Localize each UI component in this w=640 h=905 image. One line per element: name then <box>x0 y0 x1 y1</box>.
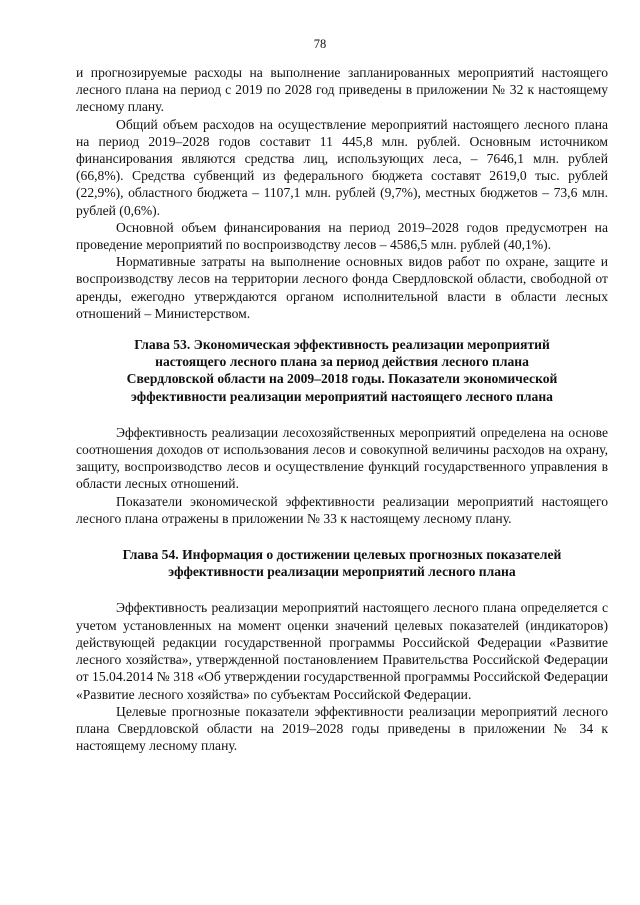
spacer <box>76 580 608 599</box>
chapter-53-heading-line-4: эффективности реализации мероприятий настоящего лесного плана <box>131 388 553 404</box>
intro-paragraph-2: Общий объем расходов на осуществление мероприятий настоящего лесного плана на период 2019–2028 годов составит 11 445,8 млн. рублей. Основным источником финансирования являются средства лиц, использующих леса, – 7646,1 млн. рублей (66,8%). Средства субвенций из федерального бюджета составят 2619,0 тыс. рублей (22,9%), областного бюджета – 1107,1 млн. рублей (9,7%), местных бюджетов – 73,6 млн. рублей (0,6%). <box>76 116 608 218</box>
intro-paragraph-4: Нормативные затраты на выполнение основных видов работ по охране, защите и воспроизводству лесов на территории лесного фонда Свердловской области, свободной от аренды, ежегодно утверждаются органом исполнительной власти в области лесных отношений – Министерством. <box>76 254 608 321</box>
chapter-54-paragraph-2: Целевые прогнозные показатели эффективности реализации мероприятий лесного плана Свердловской области на 2019–2028 годы приведены в приложении № 34 к настоящему лесному плану. <box>76 703 608 754</box>
chapter-53-paragraph-2: Показатели экономической эффективности реализации мероприятий настоящего лесного плана отражены в приложении № 33 к настоящему лесному плану. <box>76 493 608 526</box>
intro-paragraph-1: и прогнозируемые расходы на выполнение запланированных мероприятий настоящего лесного плана на период с 2019 по 2028 год приведены в приложении № 32 к настоящему лесному плану. <box>76 65 608 115</box>
chapter-53-paragraph-1: Эффективность реализации лесохозяйственных мероприятий определена на основе соотношения доходов от использования лесов и совокупной величины расходов на охрану, защиту, воспроизводство лесов и осуществление функций государственного управления в области лесных отношений. <box>76 424 608 492</box>
page-number: 78 <box>313 37 327 51</box>
chapter-54-heading-line-1: Глава 54. Информация о достижении целевых прогнозных показателей <box>122 547 562 563</box>
chapter-53-heading <box>76 336 608 405</box>
chapter-54-paragraph-1: Эффективность реализации мероприятий настоящего лесного плана определяется с учетом установленных на момент оценки значений целевых показателей (индикаторов) действующей редакции государственной программы Российской Федерации «Развитие лесного хозяйства», утвержденной постановлением Правительства Российской Федерации от 15.04.2014 № 318 «Об утверждении государственной программы Российской Федерации «Развитие лесного хозяйства» по субъектам Российской Федерации. <box>76 600 608 702</box>
chapter-53-heading-line-2: настоящего лесного плана за период действия лесного плана <box>155 354 529 370</box>
chapter-53-heading-line-3: Свердловской области на 2009–2018 годы. Показатели экономической <box>126 371 558 387</box>
chapter-54-heading <box>76 546 608 580</box>
intro-paragraph-3: Основной объем финансирования на период 2019–2028 годов предусмотрен на проведение мероприятий по воспроизводству лесов – 4586,5 млн. рублей (40,1%). <box>76 219 608 253</box>
chapter-53-heading-line-1: Глава 53. Экономическая эффективность реализации мероприятий <box>134 337 550 353</box>
spacer <box>76 527 608 546</box>
page-content <box>76 64 608 754</box>
spacer <box>76 405 608 424</box>
chapter-54-heading-line-2: эффективности реализации мероприятий лесного плана <box>168 564 516 580</box>
spacer <box>76 322 608 336</box>
